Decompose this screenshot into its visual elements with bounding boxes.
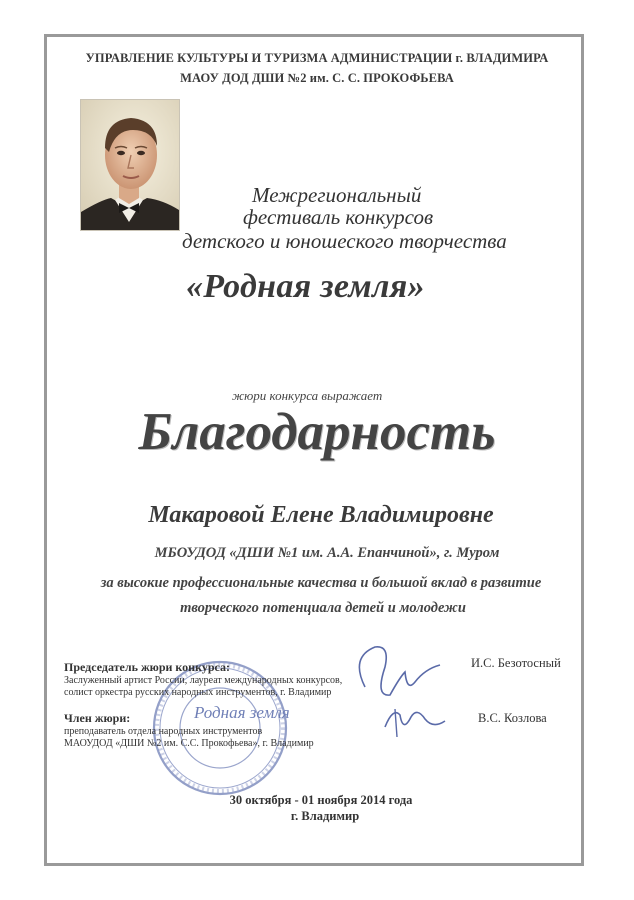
header-administration: УПРАВЛЕНИЕ КУЛЬТУРЫ И ТУРИЗМА АДМИНИСТРАЦИИ г. ВЛАДИМИРА — [85, 51, 549, 65]
event-city: г. Владимир — [290, 809, 360, 823]
portrait-image — [80, 99, 180, 231]
certificate-title: Благодарность — [138, 403, 496, 461]
chairman-name: И.С. Безотосный — [471, 656, 561, 670]
member-desc-1: преподаватель отдела народных инструментов — [64, 726, 263, 737]
festival-line-2: фестиваль конкурсов — [243, 205, 434, 229]
festival-line-3: детского и юношеского творчества — [182, 229, 507, 253]
festival-line-1: Межрегиональный — [252, 183, 422, 207]
member-label: Член жюри: — [64, 711, 131, 725]
chairman-label: Председатель жюри конкурса: — [64, 660, 230, 674]
member-desc-2: МАОУДОД «ДШИ №2 им. С.С. Прокофьева», г. Владимир — [64, 738, 314, 749]
reason-line-1: за высокие профессиональные качества и большой вклад в развитие — [100, 575, 542, 591]
stamp-text: Родная земля — [194, 703, 290, 722]
recipient-name: Макаровой Елене Владимировне — [148, 502, 494, 528]
chairman-desc-1: Заслуженный артист России, лауреат международных конкурсов, — [64, 675, 343, 686]
reason-line-2: творческого потенциала детей и молодежи — [180, 600, 466, 616]
member-name: В.С. Козлова — [478, 711, 547, 725]
event-dates: 30 октября - 01 ноября 2014 года — [229, 793, 413, 807]
festival-name: «Родная земля» — [186, 268, 425, 305]
header-school: МАОУ ДОД ДШИ №2 им. С. С. ПРОКОФЬЕВА — [180, 71, 454, 85]
jury-expresses-text: жюри конкурса выражает — [232, 388, 383, 403]
signatures-icon — [345, 637, 455, 747]
chairman-desc-2: солист оркестра русских народных инструментов, г. Владимир — [64, 687, 332, 698]
recipient-organization: МБОУДОД «ДШИ №1 им. А.А. Епанчиной», г. Муром — [154, 545, 500, 561]
